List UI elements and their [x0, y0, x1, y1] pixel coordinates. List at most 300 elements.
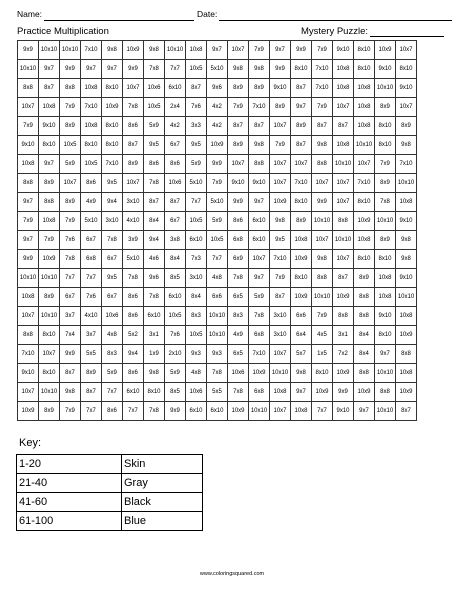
grid-cell[interactable]: 9x10: [39, 117, 60, 136]
grid-cell[interactable]: 9x4: [123, 345, 144, 364]
grid-cell[interactable]: 5x10: [207, 193, 228, 212]
grid-cell[interactable]: 10x8: [396, 364, 417, 383]
grid-cell[interactable]: 6x10: [186, 231, 207, 250]
grid-cell[interactable]: 4x10: [123, 212, 144, 231]
grid-cell[interactable]: 8x7: [291, 136, 312, 155]
grid-cell[interactable]: 9x6: [207, 79, 228, 98]
grid-cell[interactable]: 9x9: [333, 383, 354, 402]
grid-cell[interactable]: 5x9: [144, 117, 165, 136]
date-line[interactable]: [219, 20, 452, 21]
grid-cell[interactable]: 3x10: [270, 326, 291, 345]
grid-cell[interactable]: 8x9: [396, 117, 417, 136]
grid-cell[interactable]: 7x6: [60, 231, 81, 250]
grid-cell[interactable]: 6x7: [102, 288, 123, 307]
grid-cell[interactable]: 8x9: [39, 402, 60, 421]
grid-cell[interactable]: 8x9: [81, 364, 102, 383]
grid-cell[interactable]: 10x8: [354, 98, 375, 117]
grid-cell[interactable]: 6x10: [144, 307, 165, 326]
grid-cell[interactable]: 7x8: [60, 250, 81, 269]
grid-cell[interactable]: 10x9: [396, 326, 417, 345]
grid-cell[interactable]: 7x9: [60, 98, 81, 117]
grid-cell[interactable]: 8x7: [333, 269, 354, 288]
grid-cell[interactable]: 8x5: [165, 383, 186, 402]
grid-cell[interactable]: 9x8: [144, 41, 165, 60]
grid-cell[interactable]: 10x5: [144, 98, 165, 117]
grid-cell[interactable]: 10x10: [249, 402, 270, 421]
grid-cell[interactable]: 9x10: [375, 307, 396, 326]
grid-cell[interactable]: 10x6: [102, 307, 123, 326]
grid-cell[interactable]: 6x10: [249, 231, 270, 250]
grid-cell[interactable]: 10x7: [270, 345, 291, 364]
grid-cell[interactable]: 8x4: [144, 212, 165, 231]
grid-cell[interactable]: 10x10: [207, 307, 228, 326]
grid-cell[interactable]: 8x10: [375, 326, 396, 345]
grid-cell[interactable]: 8x10: [312, 364, 333, 383]
grid-cell[interactable]: 2x4: [165, 98, 186, 117]
grid-cell[interactable]: 4x5: [312, 326, 333, 345]
grid-cell[interactable]: 10x8: [375, 269, 396, 288]
grid-cell[interactable]: 9x7: [207, 41, 228, 60]
grid-cell[interactable]: 10x7: [18, 307, 39, 326]
grid-cell[interactable]: 7x9: [312, 307, 333, 326]
grid-cell[interactable]: 8x8: [354, 307, 375, 326]
grid-cell[interactable]: 10x7: [333, 250, 354, 269]
grid-cell[interactable]: 4x9: [228, 326, 249, 345]
grid-cell[interactable]: 8x6: [228, 212, 249, 231]
grid-cell[interactable]: 9x4: [102, 193, 123, 212]
grid-cell[interactable]: 10x7: [291, 155, 312, 174]
grid-cell[interactable]: 10x10: [60, 41, 81, 60]
grid-cell[interactable]: 9x9: [312, 193, 333, 212]
grid-cell[interactable]: 9x10: [396, 212, 417, 231]
grid-cell[interactable]: 3x3: [186, 117, 207, 136]
grid-cell[interactable]: 10x10: [333, 155, 354, 174]
grid-cell[interactable]: 6x10: [186, 402, 207, 421]
grid-cell[interactable]: 10x8: [291, 231, 312, 250]
grid-cell[interactable]: 9x8: [144, 364, 165, 383]
grid-cell[interactable]: 7x7: [312, 402, 333, 421]
grid-cell[interactable]: 9x8: [312, 136, 333, 155]
grid-cell[interactable]: 7x7: [207, 250, 228, 269]
grid-cell[interactable]: 8x10: [354, 193, 375, 212]
grid-cell[interactable]: 10x10: [375, 212, 396, 231]
grid-cell[interactable]: 10x8: [39, 212, 60, 231]
grid-cell[interactable]: 10x7: [228, 155, 249, 174]
grid-cell[interactable]: 6x10: [165, 79, 186, 98]
grid-cell[interactable]: 8x9: [60, 117, 81, 136]
grid-cell[interactable]: 7x8: [102, 231, 123, 250]
grid-cell[interactable]: 5x2: [123, 326, 144, 345]
grid-cell[interactable]: 7x9: [18, 212, 39, 231]
grid-cell[interactable]: 4x9: [81, 193, 102, 212]
grid-cell[interactable]: 7x9: [375, 155, 396, 174]
grid-cell[interactable]: 7x10: [102, 155, 123, 174]
grid-cell[interactable]: 10x9: [291, 288, 312, 307]
grid-cell[interactable]: 9x8: [396, 136, 417, 155]
grid-cell[interactable]: 6x5: [228, 288, 249, 307]
grid-cell[interactable]: 5x5: [207, 383, 228, 402]
grid-cell[interactable]: 10x5: [207, 231, 228, 250]
grid-cell[interactable]: 8x9: [375, 174, 396, 193]
grid-cell[interactable]: 10x10: [375, 364, 396, 383]
grid-cell[interactable]: 9x10: [396, 269, 417, 288]
grid-cell[interactable]: 10x10: [396, 174, 417, 193]
grid-cell[interactable]: 5x10: [123, 250, 144, 269]
grid-cell[interactable]: 8x6: [165, 155, 186, 174]
grid-cell[interactable]: 10x7: [270, 117, 291, 136]
grid-cell[interactable]: 7x10: [18, 345, 39, 364]
grid-cell[interactable]: 7x9: [249, 41, 270, 60]
grid-cell[interactable]: 3x1: [144, 326, 165, 345]
grid-cell[interactable]: 7x8: [123, 269, 144, 288]
grid-cell[interactable]: 10x8: [333, 79, 354, 98]
grid-cell[interactable]: 10x7: [39, 345, 60, 364]
grid-cell[interactable]: 7x9: [60, 402, 81, 421]
grid-cell[interactable]: 10x7: [270, 402, 291, 421]
grid-cell[interactable]: 7x8: [228, 383, 249, 402]
grid-cell[interactable]: 8x9: [375, 231, 396, 250]
grid-cell[interactable]: 8x9: [228, 79, 249, 98]
grid-cell[interactable]: 8x6: [102, 402, 123, 421]
grid-cell[interactable]: 8x10: [291, 60, 312, 79]
grid-cell[interactable]: 7x8: [144, 60, 165, 79]
grid-cell[interactable]: 7x6: [165, 326, 186, 345]
grid-cell[interactable]: 8x10: [354, 60, 375, 79]
grid-cell[interactable]: 10x8: [375, 288, 396, 307]
grid-cell[interactable]: 6x10: [207, 402, 228, 421]
grid-cell[interactable]: 10x9: [396, 383, 417, 402]
grid-cell[interactable]: 10x7: [60, 174, 81, 193]
grid-cell[interactable]: 7x10: [312, 60, 333, 79]
grid-cell[interactable]: 7x9: [270, 136, 291, 155]
grid-cell[interactable]: 7x10: [270, 250, 291, 269]
grid-cell[interactable]: 9x8: [270, 212, 291, 231]
grid-cell[interactable]: 8x10: [81, 136, 102, 155]
grid-cell[interactable]: 8x7: [165, 193, 186, 212]
grid-cell[interactable]: 7x10: [354, 174, 375, 193]
grid-cell[interactable]: 9x3: [186, 345, 207, 364]
grid-cell[interactable]: 4x2: [207, 117, 228, 136]
grid-cell[interactable]: 3x10: [186, 269, 207, 288]
grid-cell[interactable]: 6x7: [165, 136, 186, 155]
grid-cell[interactable]: 8x10: [102, 79, 123, 98]
grid-cell[interactable]: 8x10: [354, 250, 375, 269]
grid-cell[interactable]: 10x9: [207, 136, 228, 155]
grid-cell[interactable]: 8x6: [123, 288, 144, 307]
grid-cell[interactable]: 10x7: [18, 383, 39, 402]
grid-cell[interactable]: 10x8: [354, 79, 375, 98]
grid-cell[interactable]: 10x7: [333, 193, 354, 212]
grid-cell[interactable]: 9x7: [270, 41, 291, 60]
grid-cell[interactable]: 5x9: [207, 212, 228, 231]
grid-cell[interactable]: 10x8: [18, 155, 39, 174]
grid-cell[interactable]: 9x7: [39, 155, 60, 174]
grid-cell[interactable]: 7x9: [39, 231, 60, 250]
grid-cell[interactable]: 7x3: [186, 250, 207, 269]
grid-cell[interactable]: 7x8: [144, 402, 165, 421]
grid-cell[interactable]: 9x6: [144, 269, 165, 288]
grid-cell[interactable]: 9x3: [207, 345, 228, 364]
grid-cell[interactable]: 8x7: [270, 288, 291, 307]
grid-cell[interactable]: 10x10: [312, 288, 333, 307]
grid-cell[interactable]: 10x10: [18, 269, 39, 288]
grid-cell[interactable]: 6x10: [165, 288, 186, 307]
grid-cell[interactable]: 9x10: [270, 79, 291, 98]
grid-cell[interactable]: 9x8: [249, 60, 270, 79]
grid-cell[interactable]: 10x7: [354, 155, 375, 174]
grid-cell[interactable]: 8x7: [39, 79, 60, 98]
grid-cell[interactable]: 9x9: [18, 250, 39, 269]
grid-cell[interactable]: 8x10: [291, 193, 312, 212]
grid-cell[interactable]: 8x6: [81, 174, 102, 193]
grid-cell[interactable]: 10x10: [396, 288, 417, 307]
grid-cell[interactable]: 5x7: [291, 345, 312, 364]
grid-cell[interactable]: 10x8: [354, 117, 375, 136]
grid-cell[interactable]: 8x7: [249, 117, 270, 136]
grid-cell[interactable]: 9x9: [270, 60, 291, 79]
grid-cell[interactable]: 9x8: [249, 136, 270, 155]
grid-cell[interactable]: 9x8: [60, 383, 81, 402]
grid-cell[interactable]: 10x10: [375, 402, 396, 421]
grid-cell[interactable]: 7x7: [81, 402, 102, 421]
grid-cell[interactable]: 10x10: [333, 231, 354, 250]
grid-cell[interactable]: 9x5: [144, 136, 165, 155]
grid-cell[interactable]: 7x10: [291, 174, 312, 193]
grid-cell[interactable]: 9x7: [18, 193, 39, 212]
grid-cell[interactable]: 8x10: [396, 60, 417, 79]
grid-cell[interactable]: 8x4: [165, 250, 186, 269]
grid-cell[interactable]: 7x4: [60, 326, 81, 345]
grid-cell[interactable]: 9x8: [228, 60, 249, 79]
grid-cell[interactable]: 9x9: [207, 155, 228, 174]
grid-cell[interactable]: 8x7: [312, 117, 333, 136]
grid-cell[interactable]: 6x8: [249, 383, 270, 402]
grid-cell[interactable]: 10x9: [354, 212, 375, 231]
grid-cell[interactable]: 10x10: [270, 364, 291, 383]
grid-cell[interactable]: 7x10: [249, 98, 270, 117]
grid-cell[interactable]: 10x6: [144, 79, 165, 98]
grid-cell[interactable]: 10x8: [354, 231, 375, 250]
grid-cell[interactable]: 8x6: [123, 307, 144, 326]
grid-cell[interactable]: 8x10: [102, 136, 123, 155]
grid-cell[interactable]: 7x9: [312, 98, 333, 117]
grid-cell[interactable]: 4x8: [186, 364, 207, 383]
grid-cell[interactable]: 9x5: [270, 231, 291, 250]
grid-cell[interactable]: 10x10: [207, 326, 228, 345]
grid-cell[interactable]: 5x5: [81, 345, 102, 364]
grid-cell[interactable]: 10x5: [186, 60, 207, 79]
grid-cell[interactable]: 9x7: [291, 98, 312, 117]
grid-cell[interactable]: 8x7: [291, 79, 312, 98]
grid-cell[interactable]: 9x7: [291, 383, 312, 402]
grid-cell[interactable]: 6x7: [102, 250, 123, 269]
grid-cell[interactable]: 1x9: [144, 345, 165, 364]
grid-cell[interactable]: 8x8: [354, 364, 375, 383]
grid-cell[interactable]: 9x8: [396, 250, 417, 269]
grid-cell[interactable]: 10x8: [333, 60, 354, 79]
grid-cell[interactable]: 10x5: [81, 155, 102, 174]
grid-cell[interactable]: 9x10: [396, 79, 417, 98]
grid-cell[interactable]: 6x6: [291, 307, 312, 326]
grid-cell[interactable]: 4x10: [81, 307, 102, 326]
grid-cell[interactable]: 7x7: [123, 402, 144, 421]
grid-cell[interactable]: 3x7: [60, 307, 81, 326]
grid-cell[interactable]: 8x9: [249, 79, 270, 98]
grid-cell[interactable]: 3x10: [102, 212, 123, 231]
grid-cell[interactable]: 9x10: [228, 174, 249, 193]
grid-cell[interactable]: 7x9: [207, 174, 228, 193]
grid-cell[interactable]: 8x10: [144, 383, 165, 402]
grid-cell[interactable]: 10x8: [270, 383, 291, 402]
grid-cell[interactable]: 8x7: [396, 402, 417, 421]
grid-cell[interactable]: 10x10: [39, 41, 60, 60]
grid-cell[interactable]: 10x7: [249, 250, 270, 269]
grid-cell[interactable]: 6x9: [228, 250, 249, 269]
grid-cell[interactable]: 8x9: [123, 155, 144, 174]
grid-cell[interactable]: 9x9: [291, 41, 312, 60]
grid-cell[interactable]: 8x9: [291, 117, 312, 136]
grid-cell[interactable]: 9x9: [123, 60, 144, 79]
grid-cell[interactable]: 6x7: [60, 288, 81, 307]
grid-cell[interactable]: 10x7: [18, 98, 39, 117]
grid-cell[interactable]: 7x8: [144, 174, 165, 193]
grid-cell[interactable]: 6x7: [81, 231, 102, 250]
grid-cell[interactable]: 10x8: [81, 79, 102, 98]
grid-cell[interactable]: 10x7: [123, 79, 144, 98]
grid-cell[interactable]: 5x10: [186, 174, 207, 193]
grid-cell[interactable]: 8x9: [354, 269, 375, 288]
grid-cell[interactable]: 7x7: [186, 193, 207, 212]
grid-cell[interactable]: 9x10: [18, 136, 39, 155]
grid-cell[interactable]: 8x8: [396, 345, 417, 364]
grid-cell[interactable]: 7x6: [186, 98, 207, 117]
grid-cell[interactable]: 10x9: [270, 193, 291, 212]
grid-cell[interactable]: 7x2: [333, 345, 354, 364]
grid-cell[interactable]: 7x10: [312, 79, 333, 98]
grid-cell[interactable]: 8x7: [81, 383, 102, 402]
mystery-puzzle-line[interactable]: [370, 27, 444, 37]
grid-cell[interactable]: 10x9: [249, 364, 270, 383]
grid-cell[interactable]: 10x9: [312, 383, 333, 402]
grid-cell[interactable]: 8x10: [354, 41, 375, 60]
grid-cell[interactable]: 7x9: [228, 98, 249, 117]
grid-cell[interactable]: 10x9: [354, 383, 375, 402]
grid-cell[interactable]: 8x10: [375, 136, 396, 155]
grid-cell[interactable]: 9x10: [333, 402, 354, 421]
grid-cell[interactable]: 7x8: [228, 269, 249, 288]
grid-cell[interactable]: 7x7: [81, 269, 102, 288]
grid-cell[interactable]: 8x8: [375, 383, 396, 402]
grid-cell[interactable]: 7x7: [102, 383, 123, 402]
grid-cell[interactable]: 10x7: [228, 41, 249, 60]
name-line[interactable]: [44, 20, 194, 21]
grid-cell[interactable]: 8x10: [102, 117, 123, 136]
grid-cell[interactable]: 3x10: [270, 307, 291, 326]
grid-cell[interactable]: 9x5: [102, 174, 123, 193]
grid-cell[interactable]: 10x6: [165, 174, 186, 193]
grid-cell[interactable]: 6x10: [249, 212, 270, 231]
grid-cell[interactable]: 8x7: [228, 117, 249, 136]
grid-cell[interactable]: 9x9: [165, 402, 186, 421]
grid-cell[interactable]: 6x4: [291, 326, 312, 345]
grid-cell[interactable]: 8x6: [123, 364, 144, 383]
grid-cell[interactable]: 8x10: [39, 136, 60, 155]
grid-cell[interactable]: 9x8: [291, 364, 312, 383]
grid-cell[interactable]: 8x10: [291, 269, 312, 288]
grid-cell[interactable]: 5x10: [207, 60, 228, 79]
grid-cell[interactable]: 8x3: [228, 307, 249, 326]
grid-cell[interactable]: 9x10: [375, 60, 396, 79]
grid-cell[interactable]: 5x10: [81, 212, 102, 231]
grid-cell[interactable]: 7x7: [60, 269, 81, 288]
grid-cell[interactable]: 9x4: [144, 231, 165, 250]
grid-cell[interactable]: 10x8: [396, 307, 417, 326]
grid-cell[interactable]: 10x7: [270, 155, 291, 174]
grid-cell[interactable]: 8x3: [102, 345, 123, 364]
grid-cell[interactable]: 9x8: [102, 41, 123, 60]
grid-cell[interactable]: 9x9: [228, 193, 249, 212]
grid-cell[interactable]: 8x10: [39, 326, 60, 345]
grid-cell[interactable]: 8x9: [39, 288, 60, 307]
grid-cell[interactable]: 8x8: [312, 155, 333, 174]
grid-cell[interactable]: 10x9: [291, 250, 312, 269]
grid-cell[interactable]: 3x1: [333, 326, 354, 345]
grid-cell[interactable]: 10x10: [39, 383, 60, 402]
grid-cell[interactable]: 8x8: [39, 193, 60, 212]
grid-cell[interactable]: 9x7: [375, 345, 396, 364]
grid-cell[interactable]: 9x10: [333, 41, 354, 60]
grid-cell[interactable]: 10x9: [333, 288, 354, 307]
grid-cell[interactable]: 5x9: [186, 155, 207, 174]
grid-cell[interactable]: 3x8: [165, 231, 186, 250]
grid-cell[interactable]: 8x9: [375, 98, 396, 117]
grid-cell[interactable]: 10x9: [18, 402, 39, 421]
grid-cell[interactable]: 8x6: [123, 117, 144, 136]
grid-cell[interactable]: 6x10: [123, 383, 144, 402]
grid-cell[interactable]: 6x5: [228, 345, 249, 364]
grid-cell[interactable]: 8x8: [18, 174, 39, 193]
grid-cell[interactable]: 4x2: [207, 98, 228, 117]
grid-cell[interactable]: 6x7: [165, 212, 186, 231]
grid-cell[interactable]: 6x8: [249, 326, 270, 345]
grid-cell[interactable]: 10x10: [375, 79, 396, 98]
grid-cell[interactable]: 8x8: [60, 79, 81, 98]
grid-cell[interactable]: 9x7: [249, 269, 270, 288]
grid-cell[interactable]: 8x10: [375, 250, 396, 269]
grid-cell[interactable]: 9x9: [60, 345, 81, 364]
grid-cell[interactable]: 7x10: [81, 98, 102, 117]
grid-cell[interactable]: 7x8: [249, 307, 270, 326]
grid-cell[interactable]: 8x10: [375, 117, 396, 136]
grid-cell[interactable]: 10x9: [102, 98, 123, 117]
grid-cell[interactable]: 8x6: [144, 155, 165, 174]
grid-cell[interactable]: 4x8: [207, 269, 228, 288]
grid-cell[interactable]: 7x6: [81, 288, 102, 307]
grid-cell[interactable]: 7x8: [375, 193, 396, 212]
grid-cell[interactable]: 9x7: [249, 193, 270, 212]
grid-cell[interactable]: 8x8: [249, 155, 270, 174]
grid-cell[interactable]: 7x7: [165, 60, 186, 79]
grid-cell[interactable]: 10x5: [186, 326, 207, 345]
grid-cell[interactable]: 8x7: [186, 79, 207, 98]
grid-cell[interactable]: 8x8: [333, 307, 354, 326]
grid-cell[interactable]: 5x9: [165, 364, 186, 383]
grid-cell[interactable]: 10x8: [291, 402, 312, 421]
grid-cell[interactable]: 10x8: [186, 41, 207, 60]
grid-cell[interactable]: 10x7: [123, 174, 144, 193]
grid-cell[interactable]: 10x7: [333, 174, 354, 193]
grid-cell[interactable]: 8x5: [165, 269, 186, 288]
